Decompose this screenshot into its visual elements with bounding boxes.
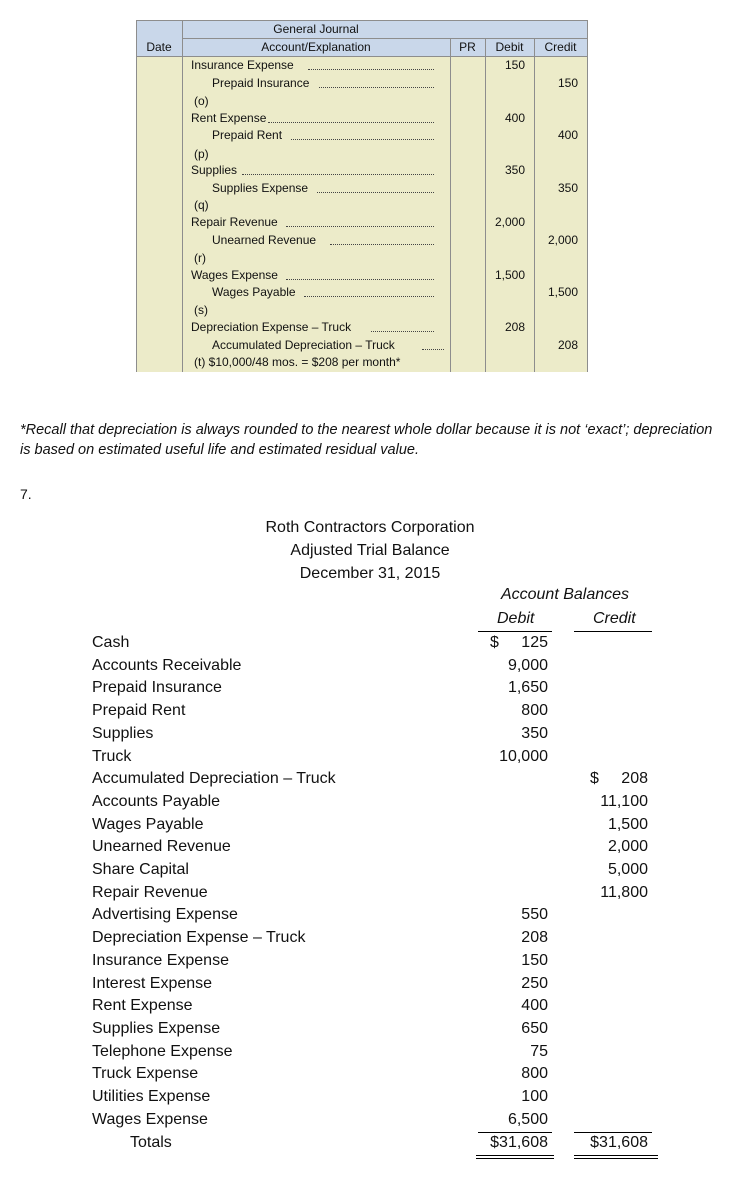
statement-date: December 31, 2015	[299, 565, 441, 582]
debit-amount: 75	[530, 1043, 548, 1060]
debit-amount: 800	[521, 702, 548, 719]
account-name: Utilities Expense	[92, 1088, 211, 1105]
totals-row	[92, 1131, 652, 1154]
table-row	[92, 654, 652, 677]
journal-credit-account: Prepaid Insurance	[212, 76, 310, 90]
table-row	[92, 903, 652, 926]
table-row	[92, 767, 652, 790]
journal-debit-amount: 150	[504, 58, 525, 72]
table-row	[92, 835, 652, 858]
journal-header-debit: Debit	[495, 40, 524, 54]
journal-debit-account: Rent Expense	[191, 111, 267, 125]
debit-amount: 800	[521, 1065, 548, 1082]
table-row	[92, 1040, 652, 1063]
journal-debit-account: Wages Expense	[191, 268, 278, 282]
journal-credit-account: Supplies Expense	[212, 181, 309, 195]
account-name: Depreciation Expense – Truck	[92, 929, 306, 946]
journal-entry-label: (r)	[194, 251, 206, 265]
account-name: Truck	[92, 748, 132, 765]
general-journal	[136, 20, 588, 372]
journal-credit-amount: 208	[557, 338, 578, 352]
journal-debit-amount: 350	[504, 163, 525, 177]
account-name: Share Capital	[92, 861, 189, 878]
debit-total-top-rule	[478, 1132, 552, 1133]
journal-header-pr: PR	[459, 40, 476, 54]
journal-entry-label: (t) $10,000/48 mos. = $208 per month*	[194, 355, 401, 369]
debit-amount: 650	[521, 1020, 548, 1037]
credit-amount: 11,100	[600, 793, 648, 810]
account-name: Rent Expense	[92, 997, 193, 1014]
account-name: Wages Expense	[92, 1111, 208, 1128]
debit-total-double-rule	[476, 1155, 554, 1159]
depreciation-footnote: *Recall that depreciation is always rounded to the nearest whole dollar because it is not ‘exact’; depreciation is based on estimated useful life and estimated residual value.	[20, 422, 713, 458]
table-row	[92, 1017, 652, 1040]
table-row	[92, 926, 652, 949]
account-name: Advertising Expense	[92, 906, 238, 923]
table-row	[92, 858, 652, 881]
journal-header-date: Date	[146, 40, 172, 54]
table-row	[92, 676, 652, 699]
journal-debit-amount: 400	[504, 111, 525, 125]
journal-header-credit: Credit	[544, 40, 577, 54]
account-name: Cash	[92, 634, 130, 651]
table-row	[92, 1108, 652, 1131]
account-name: Insurance Expense	[92, 952, 229, 969]
table-row	[92, 1085, 652, 1108]
journal-debit-account: Supplies	[191, 163, 238, 177]
journal-debit-account: Depreciation Expense – Truck	[191, 320, 352, 334]
table-row	[92, 745, 652, 768]
table-row	[92, 790, 652, 813]
account-name: Unearned Revenue	[92, 838, 231, 855]
journal-credit-amount: 2,000	[547, 233, 578, 247]
table-row	[92, 722, 652, 745]
account-name: Supplies Expense	[92, 1020, 221, 1037]
account-name: Prepaid Rent	[92, 702, 186, 719]
journal-debit-account: Insurance Expense	[191, 58, 294, 72]
journal-credit-amount: 1,500	[547, 285, 578, 299]
journal-debit-amount: 1,500	[494, 268, 525, 282]
account-name: Accounts Receivable	[92, 657, 242, 674]
account-name: Wages Payable	[92, 816, 204, 833]
table-row	[92, 1062, 652, 1085]
statement-title: Adjusted Trial Balance	[290, 542, 450, 559]
journal-credit-account: Wages Payable	[212, 285, 296, 299]
totals-credit: $31,608	[590, 1134, 648, 1151]
table-row	[92, 994, 652, 1017]
debit-amount: 9,000	[507, 657, 548, 674]
journal-credit-amount: 150	[557, 76, 578, 90]
debit-amount: 400	[521, 997, 548, 1014]
table-row	[92, 813, 652, 836]
journal-credit-amount: 350	[557, 181, 578, 195]
debit-amount: 1,650	[507, 679, 548, 696]
credit-amount: 208	[621, 770, 648, 787]
debit-amount: 125	[521, 634, 548, 651]
journal-header-account: Account/Explanation	[261, 40, 371, 54]
totals-label: Totals	[130, 1134, 172, 1151]
journal-credit-account: Accumulated Depreciation – Truck	[212, 338, 395, 352]
journal-debit-amount: 208	[504, 320, 525, 334]
dollar-sign: $	[590, 770, 599, 787]
table-row	[92, 699, 652, 722]
debit-amount: 100	[521, 1088, 548, 1105]
debit-column-header: Debit	[497, 610, 535, 627]
credit-amount: 1,500	[607, 816, 648, 833]
account-name: Telephone Expense	[92, 1043, 233, 1060]
trial-balance-heading	[230, 516, 510, 585]
account-name: Repair Revenue	[92, 884, 208, 901]
journal-entry-label: (p)	[194, 147, 209, 161]
account-balances-header: Account Balances	[500, 586, 630, 603]
account-name: Accumulated Depreciation – Truck	[92, 770, 336, 787]
journal-title: General Journal	[273, 22, 359, 36]
debit-amount: 10,000	[499, 748, 548, 765]
credit-column-header: Credit	[593, 610, 636, 627]
table-row	[92, 972, 652, 995]
debit-amount: 150	[521, 952, 548, 969]
journal-credit-amount: 400	[557, 128, 578, 142]
item-number: 7.	[20, 486, 32, 502]
account-name: Prepaid Insurance	[92, 679, 222, 696]
credit-total-top-rule	[574, 1132, 652, 1133]
journal-entry-label: (q)	[194, 198, 209, 212]
table-row	[92, 631, 652, 654]
credit-total-double-rule	[574, 1155, 658, 1159]
debit-amount: 250	[521, 975, 548, 992]
journal-credit-account: Prepaid Rent	[212, 128, 283, 142]
journal-debit-amount: 2,000	[494, 215, 525, 229]
account-name: Accounts Payable	[92, 793, 221, 810]
credit-amount: 5,000	[607, 861, 648, 878]
account-name: Interest Expense	[92, 975, 213, 992]
debit-amount: 6,500	[507, 1111, 548, 1128]
debit-amount: 350	[521, 725, 548, 742]
credit-amount: 2,000	[607, 838, 648, 855]
credit-amount: 11,800	[600, 884, 648, 901]
totals-debit: $31,608	[490, 1134, 548, 1151]
journal-credit-account: Unearned Revenue	[212, 233, 317, 247]
debit-amount: 550	[521, 906, 548, 923]
account-name: Supplies	[92, 725, 154, 742]
dollar-sign: $	[490, 634, 499, 651]
debit-amount: 208	[521, 929, 548, 946]
journal-entry-label: (s)	[194, 303, 208, 317]
journal-entry-label: (o)	[194, 94, 209, 108]
account-name: Truck Expense	[92, 1065, 199, 1082]
table-row	[92, 881, 652, 904]
company-name: Roth Contractors Corporation	[265, 519, 475, 536]
journal-debit-account: Repair Revenue	[191, 215, 278, 229]
table-row	[92, 949, 652, 972]
